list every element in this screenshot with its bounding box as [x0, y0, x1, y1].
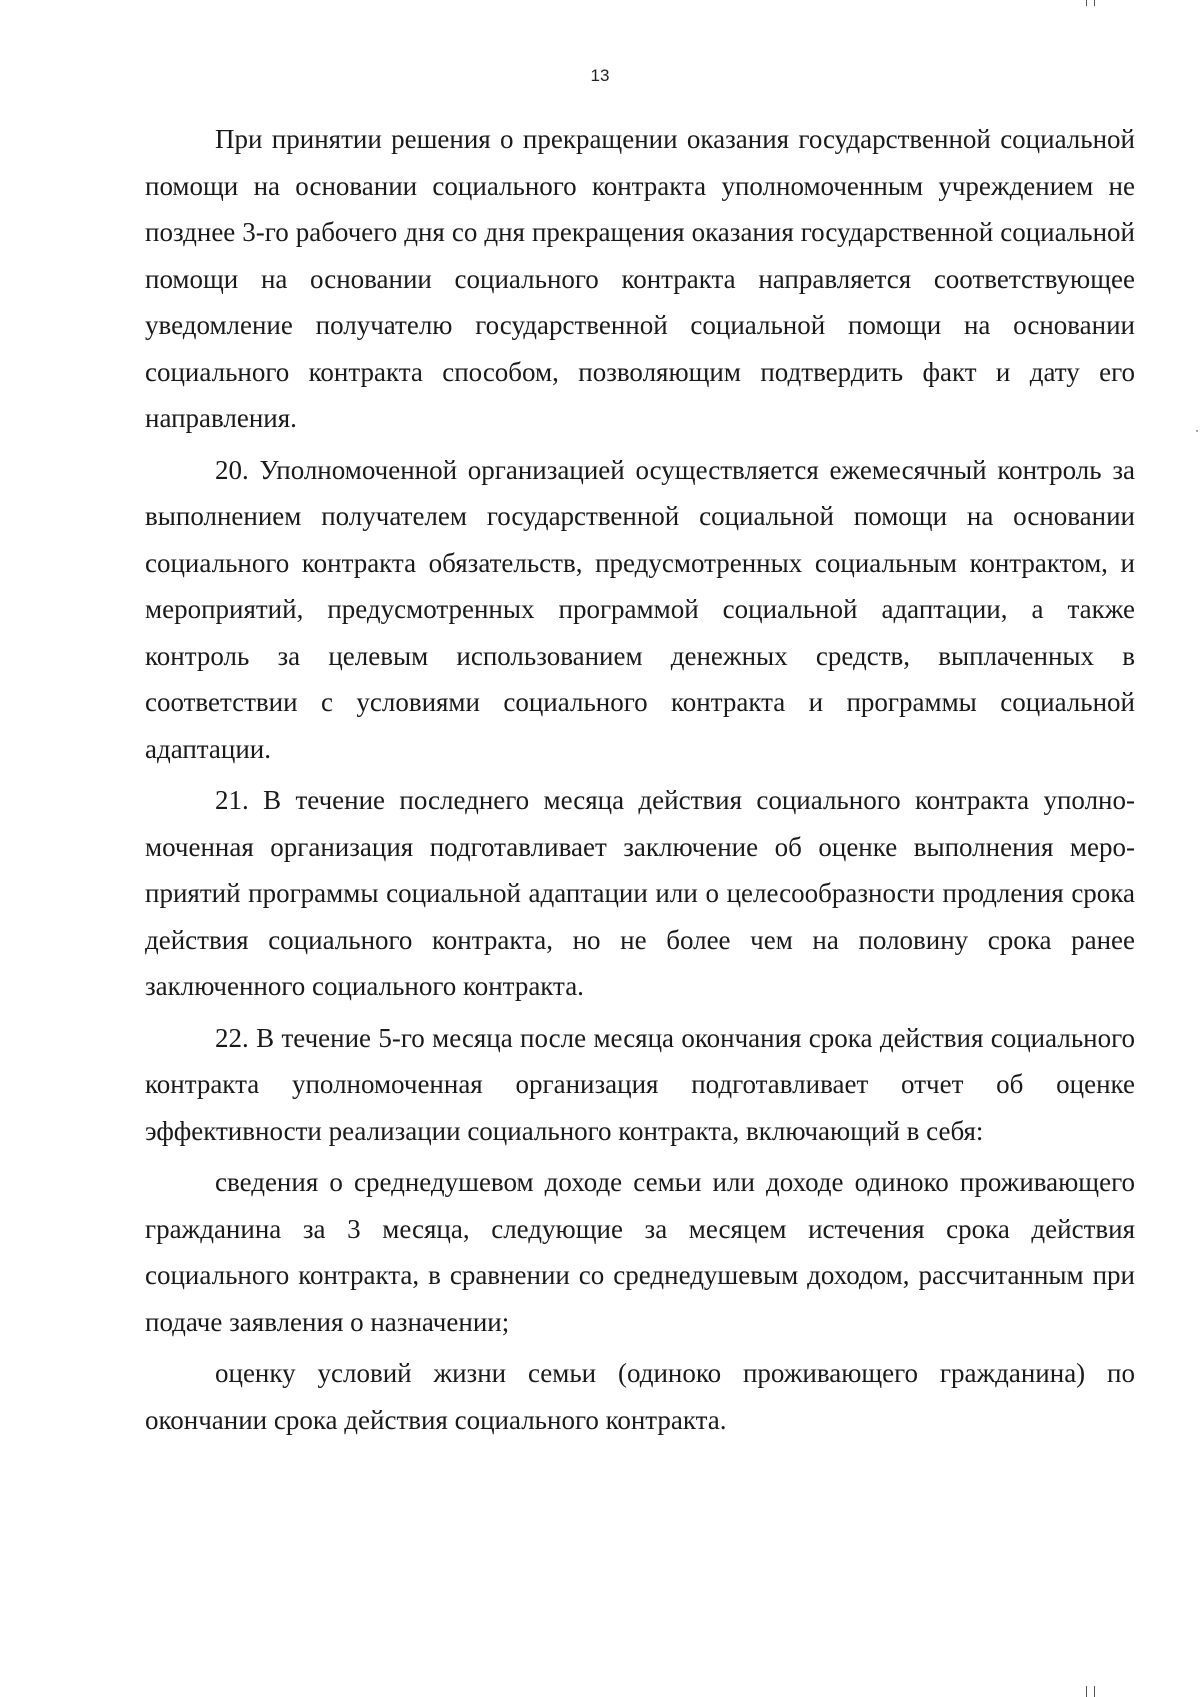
paragraph-21-conclusion: 21. В течение последнего месяца действия социального контракта уполномоченная организация подготавливает заключение об оценке выполнения мероприятий программы социальной адаптации или о целесообразности продления срока действия социального контракта, но не более чем на половину срока ранее заключенного социального контракта. [145, 785, 1135, 1001]
scan-mark-bottom [1094, 1686, 1095, 1697]
paragraph-20-monthly-control: 20. Уполномоченной организацией осуществляется ежемесячный контроль за выполнением получателем государственной социальной помощи на основании социального контракта обязательств, предусмотренных социальным контрактом, и мероприятий, предусмотренных программой социальной адаптации, а также контроль за целевым использованием денежных средств, выплаченных в соответствии с условиями социального контракта и программы социальной адаптации. [145, 454, 1135, 764]
scan-dot [1196, 430, 1198, 432]
scan-mark-top [1094, 0, 1095, 6]
paragraph-22-report: 22. В течение 5-го месяца после месяца окончания срока действия социального контракта уполномоченная организация подготавливает отчет об оценке эффективности реализации социального контракта, включающий в себя: [145, 1022, 1135, 1146]
scan-mark-bottom [1086, 1686, 1087, 1697]
paragraph-termination-notice: При принятии решения о прекращении оказания государственной социальной помощи на основании социального контракта уполномоченным учреждением не позднее 3-го рабочего дня со дня прекращения оказания государственной социальной помощи на основании социального контракта направляется соответствующее уведомление получателю государственной социальной помощи на основании социального контракта способом, позволяющим подтвердить факт и дату его направления. [145, 124, 1135, 433]
paragraph-living-conditions: оценку условий жизни семьи (одиноко проживающего гражданина) по окончании срока действия социального контракта. [145, 1358, 1135, 1435]
document-body [145, 116, 1135, 1443]
paragraph-income-info: сведения о среднедушевом доходе семьи или доходе одиноко проживающего гражданина за 3 месяца, следующие за месяцем истечения срока действия социального контракта, в сравнении со среднедушевым доходом, рассчитанным при подаче заявления о назначении; [145, 1167, 1135, 1337]
scan-mark-top [1086, 0, 1087, 6]
page-number: 13 [590, 66, 610, 85]
